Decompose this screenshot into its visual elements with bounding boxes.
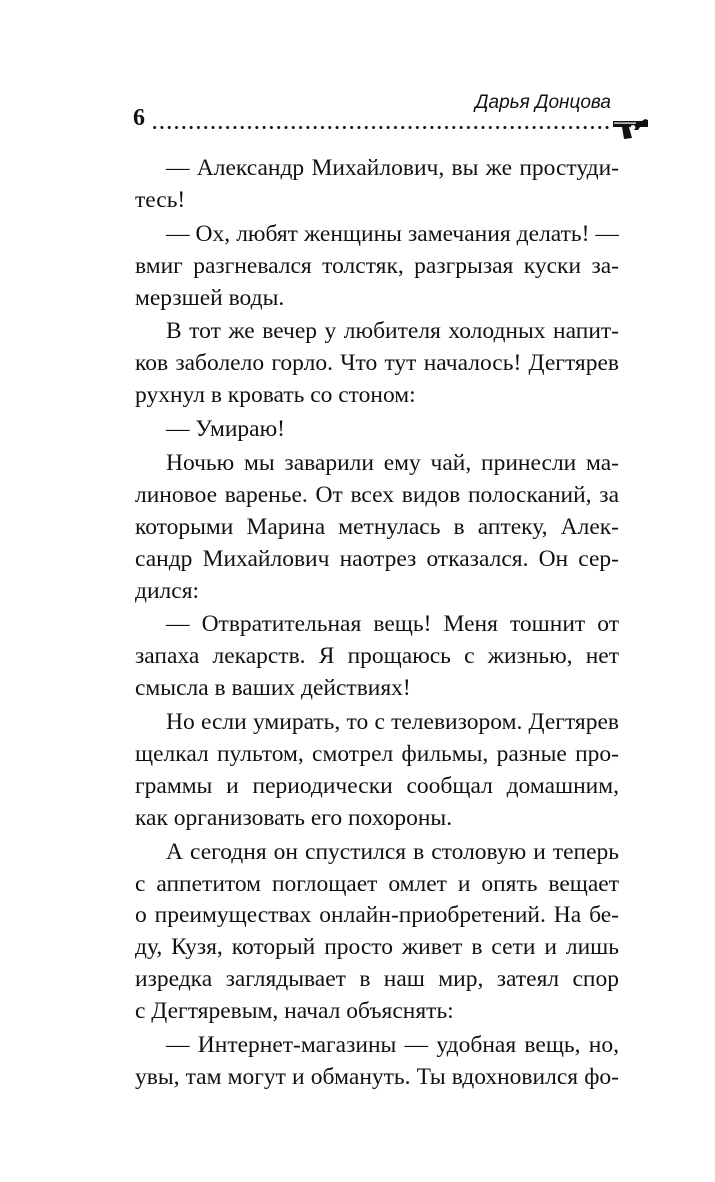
- text-line: Но если умирать, то с телевизором. Дегтярев: [166, 709, 619, 736]
- author-name: Дарья Донцова: [475, 92, 611, 113]
- paragraph: [135, 837, 619, 1028]
- paragraph: [135, 414, 619, 446]
- text-line: с Дегтяревым, начал объяснять:: [135, 998, 454, 1025]
- text-line: — Умираю!: [166, 416, 285, 443]
- text-line: с аппетитом поглощает омлет и опять вещает: [135, 870, 619, 897]
- text-line: — Александр Михайлович, вы же простуди-: [166, 155, 619, 181]
- text-line: как организовать его похороны.: [135, 804, 453, 831]
- text-line: граммы и периодически сообщал домашним,: [135, 772, 619, 799]
- paragraph: [135, 316, 619, 412]
- paragraph: [135, 219, 619, 315]
- text-line: рухнул в кровать со стоном:: [135, 382, 416, 409]
- paragraph: [135, 448, 619, 607]
- text-line: ду, Кузя, который просто живет в сети и лишь: [135, 934, 619, 961]
- text-line: мерзшей воды.: [135, 284, 285, 311]
- text-line: Ночью мы заварили ему чай, принесли ма-: [166, 450, 619, 477]
- paragraph: [135, 707, 619, 835]
- text-line: линовое варенье. От всех видов полосканий, за: [135, 481, 619, 508]
- text-line: о преимуществах онлайн-приобретений. На бе-: [135, 902, 619, 929]
- dotted-leader: [151, 125, 613, 130]
- text-line: сандр Михайлович наотрез отказался. Он сер-: [135, 545, 619, 572]
- pistol-icon: [612, 116, 650, 140]
- running-header: [0, 0, 715, 150]
- text-line: тесь!: [135, 186, 186, 213]
- paragraph: [135, 1030, 619, 1094]
- text-line: — Отвратительная вещь! Меня тошнит от: [166, 611, 619, 638]
- text-line: — Ох, любят женщины замечания делать! —: [166, 220, 619, 247]
- text-line: дился:: [135, 577, 200, 604]
- page-number: 6: [133, 105, 145, 131]
- paragraph: [135, 609, 619, 705]
- body-text: [135, 153, 619, 1094]
- text-line: увы, там могут и обмануть. Ты вдохновился фо-: [135, 1063, 619, 1090]
- paragraph: [135, 153, 619, 217]
- text-line: ков заболело горло. Что тут началось! Дегтярев: [135, 350, 619, 377]
- text-line: А сегодня он спустился в столовую и теперь: [166, 838, 619, 865]
- text-line: запаха лекарств. Я прощаюсь с жизнью, нет: [135, 643, 619, 670]
- text-line: изредка заглядывает в наш мир, затеял спор: [135, 966, 619, 993]
- text-line: которыми Марина метнулась в аптеку, Алек-: [135, 513, 619, 540]
- text-line: щелкал пультом, смотрел фильмы, разные про-: [135, 741, 619, 768]
- text-line: вмиг разгневался толстяк, разгрызая куски за-: [135, 252, 619, 279]
- text-line: В тот же вечер у любителя холодных напит-: [166, 318, 619, 345]
- text-line: смысла в ваших действиях!: [135, 675, 411, 702]
- text-line: — Интернет-магазины — удобная вещь, но,: [166, 1032, 619, 1059]
